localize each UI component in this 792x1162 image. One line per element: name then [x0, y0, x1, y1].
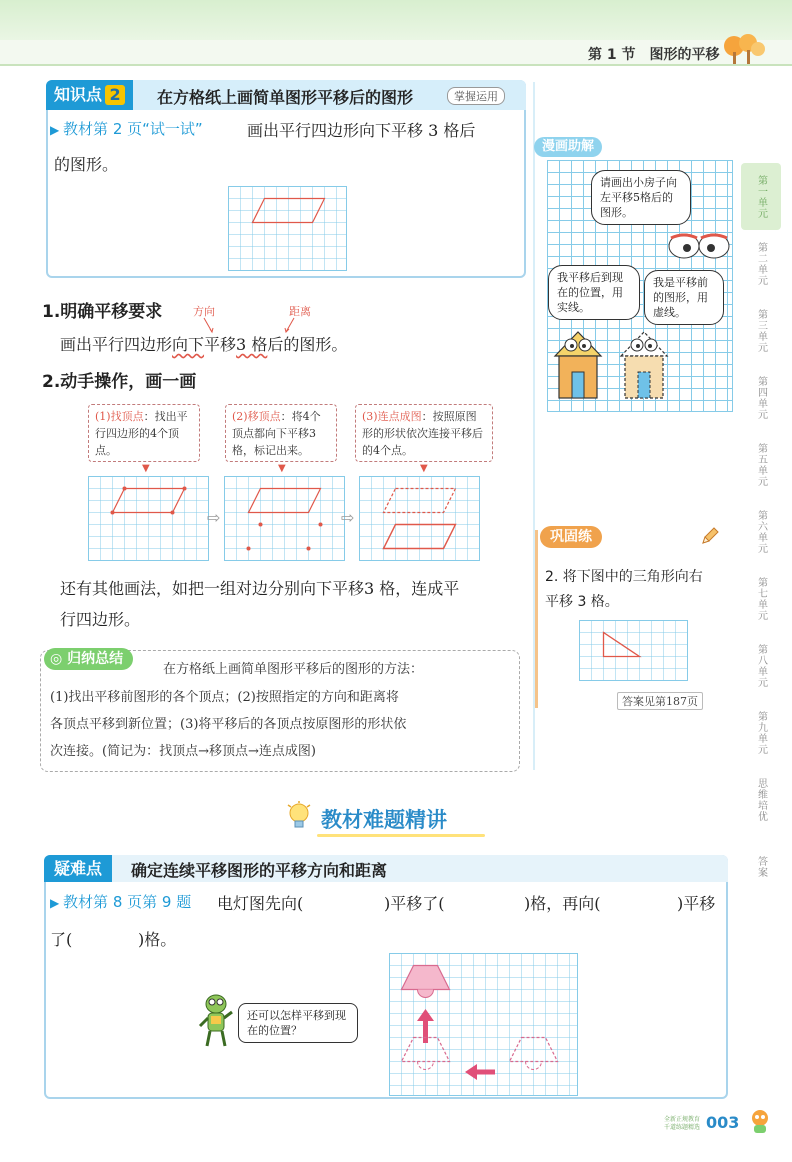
note-direction: 方向: [193, 305, 215, 318]
knowledge-number: 2: [105, 85, 125, 105]
mastery-badge: 掌握运用: [447, 87, 505, 105]
page-number: 003: [706, 1113, 740, 1132]
practice-tag: 巩固练: [540, 526, 602, 548]
arrow-down-icon: ▼: [142, 463, 150, 474]
tab-thinking[interactable]: 思维培优: [755, 777, 767, 822]
lightbulb-icon: [286, 801, 312, 831]
tab-unit-4[interactable]: 第四单元: [755, 375, 767, 420]
tab-unit-9[interactable]: 第九单元: [755, 710, 767, 755]
other-method-line1: 还有其他画法，如把一组对边分别向下平移3 格，连成平: [60, 579, 460, 598]
question-text: 画出平行四边形向下平移 3 格后: [247, 121, 476, 140]
practice-question-cont: 平移 3 格。: [545, 594, 619, 610]
summary-line: (1)找出平移前图形的各个顶点；(2)按照指定的方向和距离将: [50, 690, 399, 705]
arrow-down-icon: ▼: [420, 463, 428, 474]
summary-tag: ◎ 归纳总结: [44, 648, 133, 670]
hard-problem-tag: 疑难点: [44, 855, 112, 882]
step-box-find-vertices: (1)找顶点：找出平行四边形的4个顶点。: [88, 404, 200, 462]
step2-grid: [224, 476, 345, 561]
section-title: 第 1 节 图形的平移: [588, 47, 720, 63]
triangle-icon: ▶: [50, 123, 64, 137]
tree-icon: [722, 32, 766, 66]
distance-word: 3 格: [236, 335, 268, 354]
summary-line: 各顶点平移到新位置；(3)将平移后的各顶点按原图形的形状依: [50, 717, 407, 732]
step2-heading: 2.动手操作，画一画: [42, 372, 197, 392]
fill-blank-text: )格，再向(: [524, 894, 601, 913]
arrow-down-icon: ▼: [278, 463, 286, 474]
tab-unit-5[interactable]: 第五单元: [755, 442, 767, 487]
practice-box: [535, 530, 731, 708]
step-box-connect: (3)连点成图：按照原图形的形状依次连接平移后的4个点。: [355, 404, 493, 462]
tab-unit-2[interactable]: 第二单元: [755, 241, 767, 286]
triangle-icon: ▶: [50, 896, 64, 910]
lamp-grid: [389, 953, 578, 1096]
question-text-cont: 的图形。: [54, 155, 119, 174]
arrow-right-icon: ⇨: [341, 508, 355, 527]
step-box-move-vertices: (2)移顶点：将4个顶点都向下平移3格，标记出来。: [225, 404, 337, 462]
tab-unit-7[interactable]: 第七单元: [755, 576, 767, 621]
comic-bubble-instruction: 请画出小房子向左平移5格后的图形。: [591, 170, 691, 225]
practice-question: 2. 将下图中的三角形向右: [545, 569, 703, 585]
eyes-icon: [665, 230, 733, 262]
section-heading: 教材难题精讲: [321, 808, 447, 832]
houses-illustration: [553, 320, 673, 400]
tab-unit-6[interactable]: 第六单元: [755, 509, 767, 554]
direction-word: 向下: [172, 335, 205, 354]
fill-blank-text: )平移: [677, 894, 716, 913]
comic-bubble-solid: 我平移后到现在的位置，用实线。: [548, 265, 640, 320]
tab-answers[interactable]: 答案: [755, 855, 767, 878]
knowledge-tag: 知识点 2: [46, 80, 133, 110]
robot-bubble: 还可以怎样平移到现在的位置？: [238, 1003, 358, 1043]
fill-blank-text: 了(: [50, 930, 73, 949]
fill-blank-text: 电灯图先向(: [217, 894, 304, 913]
pencil-icon: [700, 526, 720, 546]
summary-line: 在方格纸上画简单图形平移后的图形的方法：: [163, 662, 424, 677]
hard-problem-title: 确定连续平移图形的平移方向和距离: [131, 861, 388, 880]
step1-heading: 1.明确平移要求: [42, 302, 163, 322]
step1-text: 画出平行四边形向下平移3 格后的图形。: [60, 335, 348, 354]
comic-tag: 漫画助解: [534, 137, 602, 157]
tab-unit-1[interactable]: 第一单元: [741, 163, 781, 230]
top-band: [0, 0, 792, 40]
note-distance: 距离: [289, 305, 311, 318]
heading-underline: [317, 834, 485, 837]
practice-grid: [579, 620, 688, 681]
hard-problem-ref: ▶ 教材第 8 页第 9 题: [50, 893, 192, 911]
robot-mascot-icon: [196, 990, 236, 1050]
other-method-line2: 行四边形。: [60, 610, 141, 629]
fill-blank-text: )格。: [138, 930, 177, 949]
summary-line: 次连接。(简记为：找顶点→移顶点→连点成图): [50, 744, 316, 759]
fill-blank-text: )平移了(: [384, 894, 445, 913]
footer-tagline: 全新正规教育 千道练题精选: [664, 1116, 701, 1131]
tab-unit-3[interactable]: 第三单元: [755, 308, 767, 353]
answer-reference: 答案见第187页: [617, 692, 703, 710]
tab-unit-8[interactable]: 第八单元: [755, 643, 767, 688]
knowledge-title: 在方格纸上画简单图形平移后的图形: [157, 88, 414, 107]
mascot-icon: [748, 1108, 772, 1134]
target-icon: ◎: [50, 651, 68, 667]
step3-grid: [359, 476, 480, 561]
chapter-tabs: [741, 163, 785, 900]
comic-bubble-dashed: 我是平移前的图形，用虚线。: [644, 270, 724, 325]
textbook-ref: ▶ 教材第 2 页“试一试”: [50, 120, 203, 138]
arrow-right-icon: ⇨: [207, 508, 221, 527]
question-grid: [228, 186, 347, 271]
step1-grid: [88, 476, 209, 561]
